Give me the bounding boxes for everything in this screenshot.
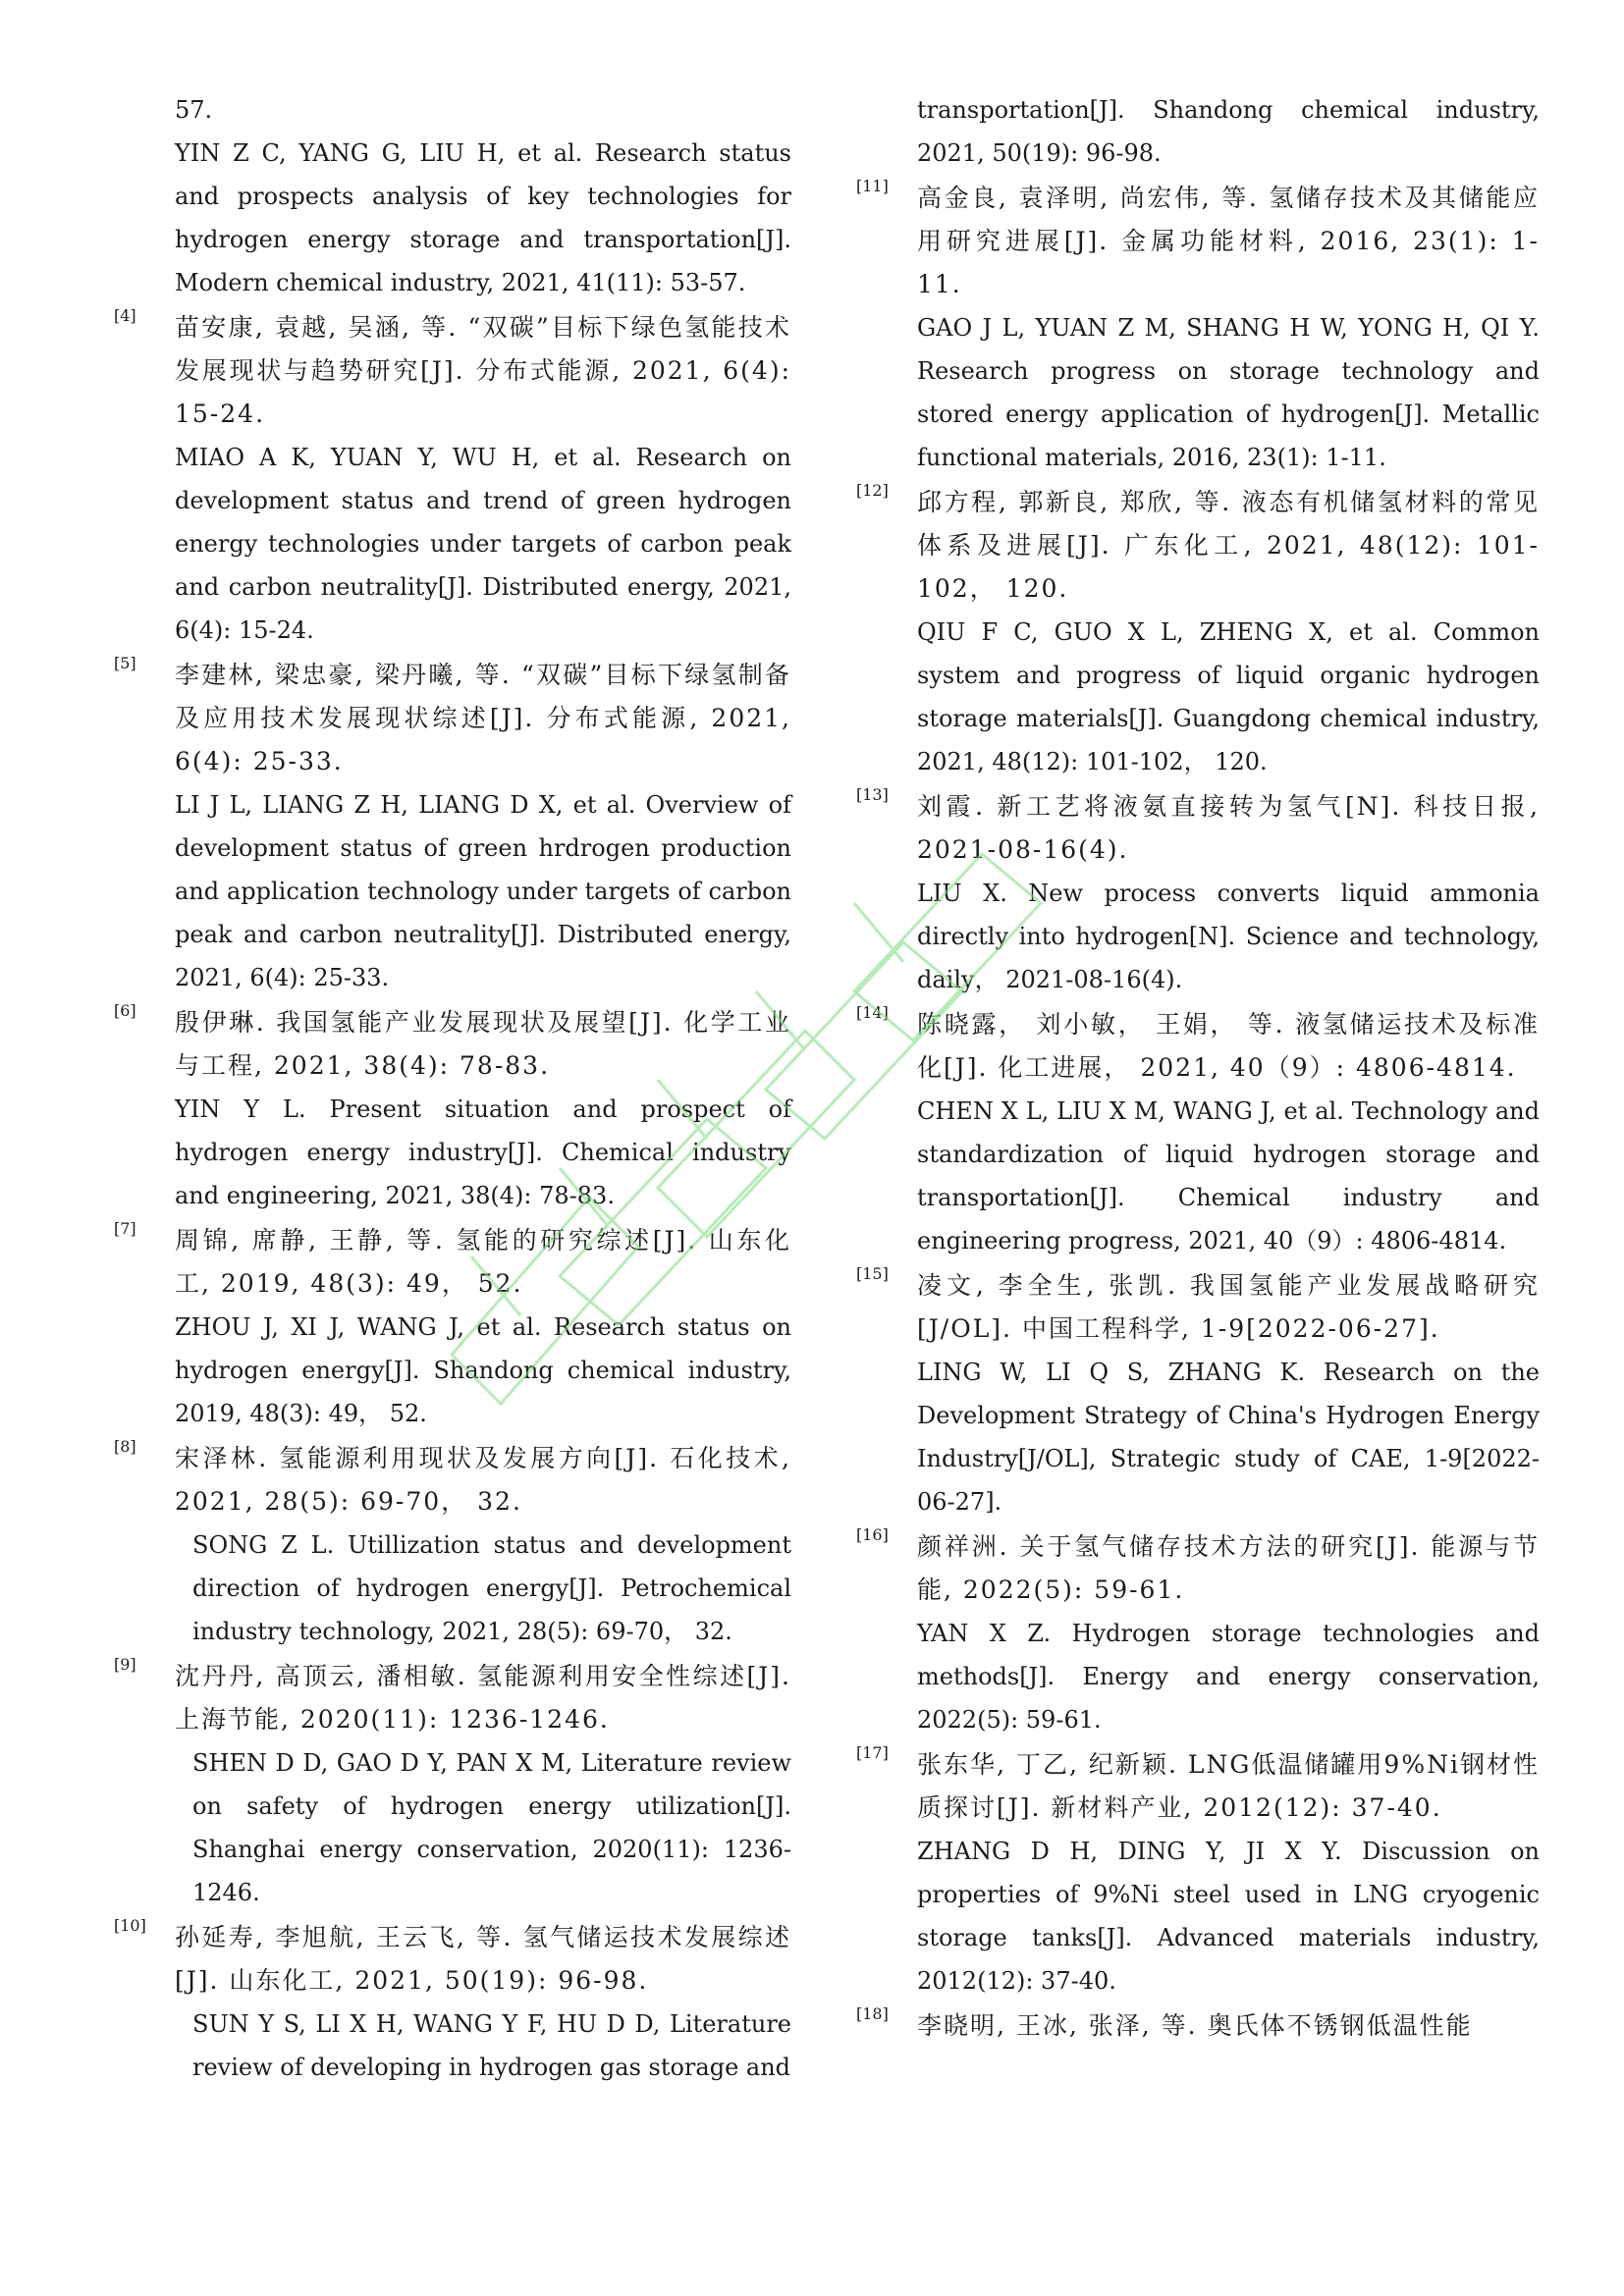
ref-number: [6] [114,1001,136,1020]
ref-number: [16] [856,1525,889,1544]
ref-english: YAN X Z. Hydrogen storage technologies and methods[J]. Energy and energy conservation, 2022(5): 59-61. [917,1620,1540,1734]
reference-3-continuation [114,88,791,304]
ref-english: MIAO A K, YUAN Y, WU H, et al. Research on development status and trend of green hydrogen energy technologies under targets of carbon peak and carbon neutrality[J]. Distributed energy, 2021, 6(4): 15-24. [175,444,791,644]
reference-5 [114,654,791,999]
ref-chinese: 李晓明, 王冰, 张泽, 等. 奥氏体不锈钢低温性能 [917,2011,1473,2040]
reference-8 [114,1437,791,1653]
ref-chinese: 苗安康, 袁越, 吴涵, 等. “双碳”目标下绿色氢能技术发展现状与趋势研究[J]. 分布式能源, 2021, 6(4): 15-24. [175,313,791,428]
ref-number: [12] [856,481,889,500]
ref-number: [17] [856,1743,889,1762]
ref-number: [8] [114,1437,136,1456]
reference-12 [856,481,1540,783]
reference-13 [856,785,1540,1001]
ref-chinese: 刘霞. 新工艺将液氨直接转为氢气[N]. 科技日报, 2021-08-16(4). [917,792,1540,864]
ref-english: LIU X. New process converts liquid ammonia directly into hydrogen[N]. Science and technology, daily， 2021-08-16(4). [917,880,1540,993]
ref-english: LING W, LI Q S, ZHANG K. Research on the Development Strategy of China's Hydrogen Energy Industry[J/OL], Strategic study of CAE, 1-9[2022-06-27]. [917,1359,1540,1516]
ref-number: [7] [114,1219,136,1238]
ref-number: [11] [856,177,889,195]
ref-chinese: 高金良, 袁泽明, 尚宏伟, 等. 氢储存技术及其储能应用研究进展[J]. 金属功能材料, 2016, 23(1): 1-11. [917,184,1540,298]
reference-14 [856,1003,1540,1262]
ref-english: ZHANG D H, DING Y, JI X Y. Discussion on properties of 9%Ni steel used in LNG cryogenic storage tanks[J]. Advanced materials industry, 2012(12): 37-40. [917,1838,1540,1995]
reference-6 [114,1001,791,1217]
ref-english: CHEN X L, LIU X M, WANG J, et al. Technology and standardization of liquid hydrogen storage and transportation[J]. Chemical industry and engineering progress, 2021, 40（9）: 4806-4814. [917,1097,1540,1255]
ref-english: LI J L, LIANG Z H, LIANG D X, et al. Overview of development status of green hrdrogen production and application technology under targets of carbon peak and carbon neutrality[J]. Distributed energy, 2021, 6(4): 25-33. [175,791,791,991]
ref-number: [9] [114,1655,136,1674]
ref-chinese: 李建林, 梁忠豪, 梁丹曦, 等. “双碳”目标下绿氢制备及应用技术发展现状综述[J]. 分布式能源, 2021, 6(4): 25-33. [175,661,791,775]
reference-15 [856,1264,1540,1523]
ref-chinese: 邱方程, 郭新良, 郑欣, 等. 液态有机储氢材料的常见体系及进展[J]. 广东化工, 2021, 48(12): 101-102， 120. [917,488,1540,603]
ref-number: [13] [856,785,889,804]
ref-chinese: 凌文, 李全生, 张凯. 我国氢能产业发展战略研究[J/OL]. 中国工程科学, 1-9[2022-06-27]. [917,1271,1540,1343]
ref-number: [18] [856,2004,889,2023]
reference-17 [856,1743,1540,2002]
ref-number: [15] [856,1264,889,1283]
ref-english: SHEN D D, GAO D Y, PAN X M, Literature review on safety of hydrogen energy utilization[J]. Shanghai energy conservation, 2020(11): 1236-1246. [192,1749,791,1906]
left-column [114,88,791,2091]
reference-4 [114,306,791,652]
reference-10 [114,1916,791,2089]
reference-7 [114,1219,791,1435]
ref-english: QIU F C, GUO X L, ZHENG X, et al. Common system and progress of liquid organic hydrogen storage materials[J]. Guangdong chemical industry, 2021, 48(12): 101-102， 120. [917,618,1540,775]
reference-16 [856,1525,1540,1741]
ref-chinese: 颜祥洲. 关于氢气储存技术方法的研究[J]. 能源与节能, 2022(5): 59-61. [917,1532,1540,1604]
reference-10-continuation [856,88,1540,175]
ref-continuation-line: 57. [175,96,213,124]
ref-english: YIN Z C, YANG G, LIU H, et al. Research status and prospects analysis of key technologies for hydrogen energy storage and transportation[J]. Modern chemical industry, 2021, 41(11): 53-57. [175,139,791,296]
ref-number: [10] [114,1916,146,1935]
ref-english: SUN Y S, LI X H, WANG Y F, HU D D, Literature review of developing in hydrogen gas storage and [192,2010,791,2081]
ref-english: GAO J L, YUAN Z M, SHANG H W, YONG H, QI Y. Research progress on storage technology and stored energy application of hydrogen[J]. Metallic functional materials, 2016, 23(1): 1-11. [917,314,1540,471]
ref-english: YIN Y L. Present situation and prospect of hydrogen energy industry[J]. Chemical industry and engineering, 2021, 38(4): 78-83. [175,1095,791,1209]
reference-11 [856,177,1540,479]
ref-chinese: 孙延寿, 李旭航, 王云飞, 等. 氢气储运技术发展综述[J]. 山东化工, 2021, 50(19): 96-98. [175,1923,791,1995]
ref-chinese: 宋泽林. 氢能源利用现状及发展方向[J]. 石化技术, 2021, 28(5): 69-70， 32. [175,1444,791,1516]
ref-chinese: 周锦, 席静, 王静, 等. 氢能的研究综述[J]. 山东化工, 2019, 48(3): 49， 52. [175,1226,791,1298]
ref-english: SONG Z L. Utillization status and development direction of hydrogen energy[J]. Petrochemical industry technology, 2021, 28(5): 69-70， 32. [192,1531,791,1645]
ref-chinese: 陈晓露， 刘小敏， 王娟， 等. 液氢储运技术及标准化[J]. 化工进展， 2021, 40（9）: 4806-4814. [917,1010,1540,1082]
ref-number: [4] [114,306,136,325]
ref-english: ZHOU J, XI J, WANG J, et al. Research status on hydrogen energy[J]. Shandong chemical industry, 2019, 48(3): 49， 52. [175,1313,791,1427]
ref-number: [14] [856,1003,889,1022]
ref-number: [5] [114,654,136,672]
reference-9 [114,1655,791,1914]
reference-18 [856,2004,1540,2048]
ref-chinese: 殷伊琳. 我国氢能产业发展现状及展望[J]. 化学工业与工程, 2021, 38(4): 78-83. [175,1008,791,1080]
right-column [856,88,1540,2050]
ref-chinese: 沈丹丹, 高顶云, 潘相敏. 氢能源利用安全性综述[J]. 上海节能, 2020(11): 1236-1246. [175,1662,791,1734]
ref-chinese: 张东华, 丁乙, 纪新颖. LNG低温储罐用9%Ni钢材性质探讨[J]. 新材料产业, 2012(12): 37-40. [917,1750,1540,1822]
ref-english: transportation[J]. Shandong chemical industry, 2021, 50(19): 96-98. [917,96,1540,167]
